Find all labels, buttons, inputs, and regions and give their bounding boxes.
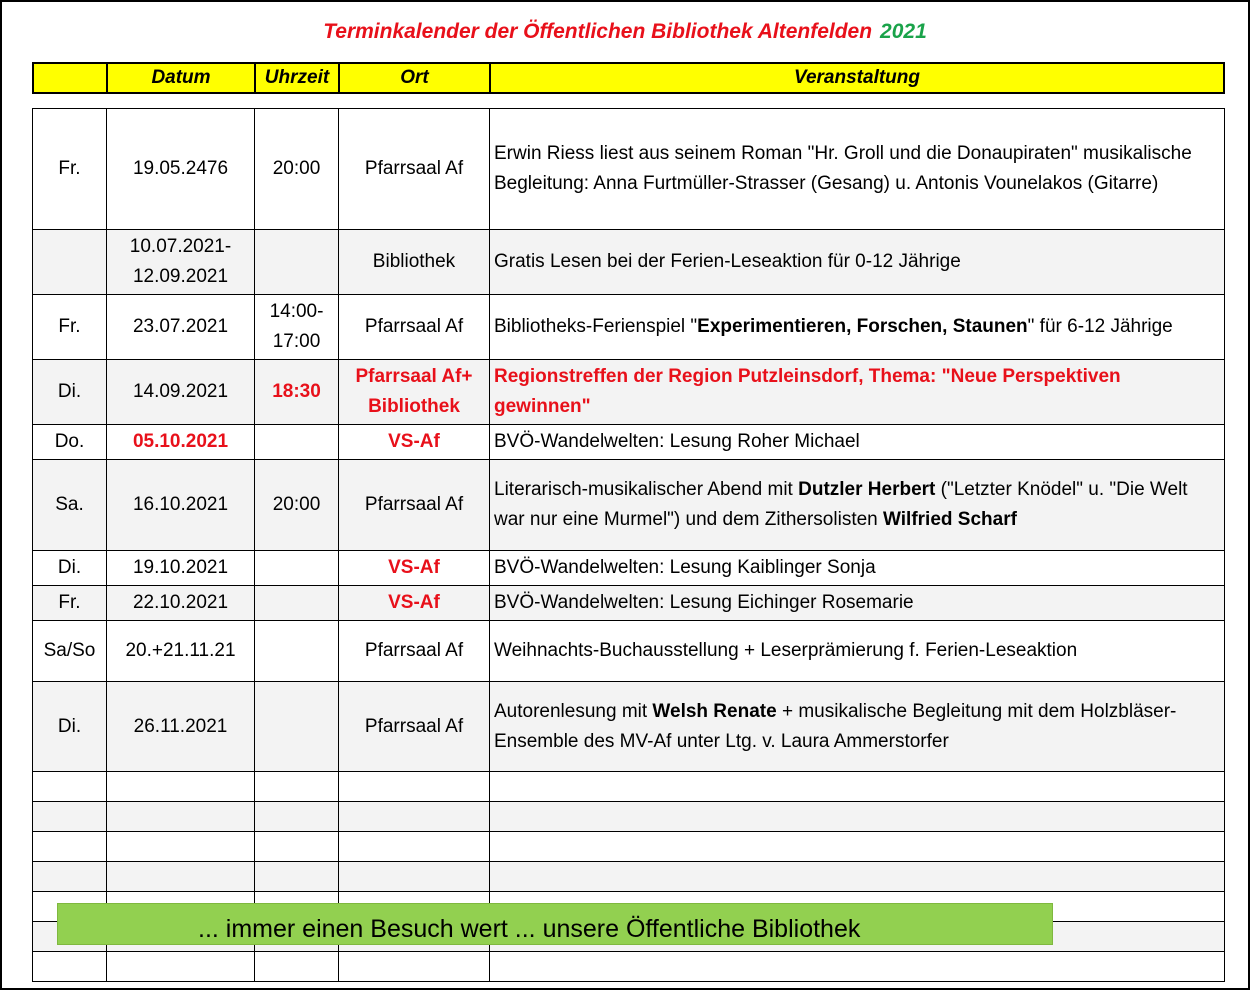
time-cell: 20:00	[255, 460, 339, 551]
date-cell: 26.11.2021	[107, 682, 255, 772]
day-cell: Di.	[33, 360, 107, 425]
date-cell: 20.+21.11.21	[107, 621, 255, 682]
page-title	[0, 20, 1250, 44]
day-cell: Fr.	[33, 109, 107, 230]
day-cell: Sa/So	[33, 621, 107, 682]
place-cell: Pfarrsaal Af	[339, 460, 490, 551]
title-text: Terminkalender der Öffentlichen Bibliothek Altenfelden	[323, 20, 873, 43]
event-cell: Autorenlesung mit Welsh Renate + musikalische Begleitung mit dem Holzbläser-Ensemble des MV-Af unter Ltg. v. Laura Ammerstorfer	[490, 682, 1225, 772]
time-cell	[255, 425, 339, 460]
place-cell: Pfarrsaal Af	[339, 682, 490, 772]
time-cell	[255, 230, 339, 295]
day-cell: Fr.	[33, 295, 107, 360]
time-cell	[255, 682, 339, 772]
table-row	[33, 230, 1225, 295]
table-row	[33, 460, 1225, 551]
place-cell: Pfarrsaal Af	[339, 295, 490, 360]
event-cell: Weihnachts-Buchausstellung + Leserprämierung f. Ferien-Leseaktion	[490, 621, 1225, 682]
table-row	[33, 109, 1225, 230]
time-cell	[255, 551, 339, 586]
empty-row	[33, 802, 1225, 832]
table-row	[33, 586, 1225, 621]
date-cell: 23.07.2021	[107, 295, 255, 360]
empty-row	[33, 832, 1225, 862]
day-cell: Do.	[33, 425, 107, 460]
event-table	[32, 108, 1225, 982]
table-row	[33, 621, 1225, 682]
time-cell: 20:00	[255, 109, 339, 230]
time-cell	[255, 621, 339, 682]
place-cell: VS-Af	[339, 551, 490, 586]
date-cell: 05.10.2021	[107, 425, 255, 460]
event-cell: Erwin Riess liest aus seinem Roman "Hr. Groll und die Donaupiraten" musikalische Begleitung: Anna Furtmüller-Strasser (Gesang) u. Antonis Vounelakos (Gitarre)	[490, 109, 1225, 230]
day-cell: Di.	[33, 682, 107, 772]
place-cell: VS-Af	[339, 425, 490, 460]
header-row	[32, 62, 1225, 94]
event-cell: Regionstreffen der Region Putzleinsdorf, Thema: "Neue Perspektiven gewinnen"	[490, 360, 1225, 425]
header-uhrzeit: Uhrzeit	[255, 63, 339, 93]
event-cell: BVÖ-Wandelwelten: Lesung Kaiblinger Sonja	[490, 551, 1225, 586]
date-cell: 16.10.2021	[107, 460, 255, 551]
place-cell: Bibliothek	[339, 230, 490, 295]
date-cell: 19.05.2476	[107, 109, 255, 230]
event-cell: BVÖ-Wandelwelten: Lesung Roher Michael	[490, 425, 1225, 460]
day-cell: Fr.	[33, 586, 107, 621]
place-cell: Pfarrsaal Af	[339, 621, 490, 682]
time-cell: 18:30	[255, 360, 339, 425]
header-day	[33, 63, 107, 93]
header-datum: Datum	[107, 63, 255, 93]
place-cell: Pfarrsaal Af+ Bibliothek	[339, 360, 490, 425]
place-cell: VS-Af	[339, 586, 490, 621]
header-ort: Ort	[339, 63, 490, 93]
event-cell: Literarisch-musikalischer Abend mit Dutzler Herbert ("Letzter Knödel" u. "Die Welt war nur eine Murmel") und dem Zithersolisten Wilfried Scharf	[490, 460, 1225, 551]
date-cell: 14.09.2021	[107, 360, 255, 425]
day-cell: Di.	[33, 551, 107, 586]
table-row	[33, 425, 1225, 460]
date-cell: 10.07.2021-12.09.2021	[107, 230, 255, 295]
day-cell: Sa.	[33, 460, 107, 551]
place-cell: Pfarrsaal Af	[339, 109, 490, 230]
time-cell	[255, 586, 339, 621]
table-row	[33, 360, 1225, 425]
date-cell: 22.10.2021	[107, 586, 255, 621]
day-cell	[33, 230, 107, 295]
empty-row	[33, 772, 1225, 802]
event-cell: Gratis Lesen bei der Ferien-Leseaktion für 0-12 Jährige	[490, 230, 1225, 295]
table-row	[33, 682, 1225, 772]
event-cell: BVÖ-Wandelwelten: Lesung Eichinger Rosemarie	[490, 586, 1225, 621]
empty-row	[33, 952, 1225, 982]
time-cell: 14:00-17:00	[255, 295, 339, 360]
empty-row	[33, 862, 1225, 892]
date-cell: 19.10.2021	[107, 551, 255, 586]
header-veranstaltung: Veranstaltung	[490, 63, 1224, 93]
title-year: 2021	[880, 20, 927, 43]
event-cell: Bibliotheks-Ferienspiel "Experimentieren, Forschen, Staunen" für 6-12 Jährige	[490, 295, 1225, 360]
table-row	[33, 551, 1225, 586]
table-row	[33, 295, 1225, 360]
slogan-banner: ... immer einen Besuch wert ... unsere Öffentliche Bibliothek	[57, 903, 1053, 945]
